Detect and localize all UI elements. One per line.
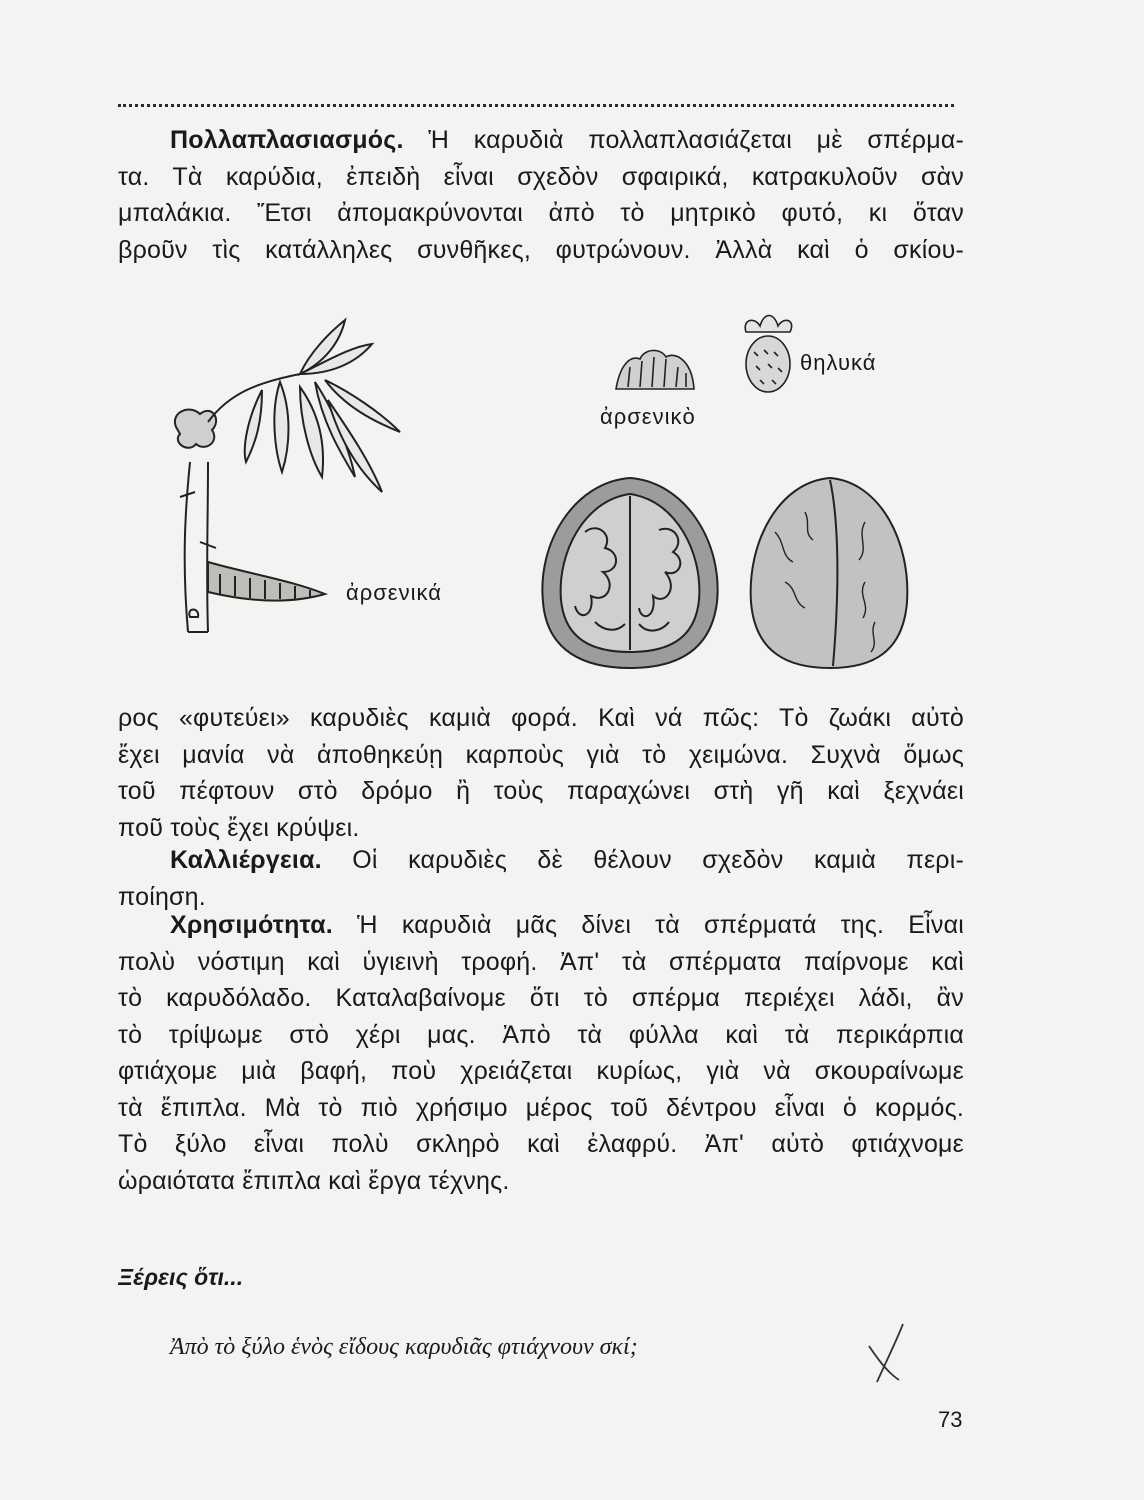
section-heading-multiplication: Πολλαπλασιασμός. <box>170 126 404 154</box>
label-male-catkins: ἀρσενικά <box>346 580 442 605</box>
section-heading-cultivation: Καλλιέργεια. <box>170 846 322 874</box>
label-female-flower: θηλυκά <box>800 350 877 375</box>
label-male-flower: ἀρσενικὸ <box>600 404 696 429</box>
walnut-open-illustration <box>535 472 725 672</box>
paragraph-line: τὸ τρίψωμε στὸ χέρι μας. Ἀπὸ τὰ φύλλα καὶ τὰ περικάρπια <box>118 1020 964 1049</box>
paragraph-line: ποῦ τοὺς ἔχει κρύψει. <box>118 813 360 842</box>
paragraph-line: τὰ ἔπιπλα. Μὰ τὸ πιὸ χρήσιμο μέρος τοῦ δέντρου εἶναι ὁ κορμός. <box>118 1093 964 1122</box>
paragraph-line: τα. Τὰ καρύδια, ἐπειδὴ εἶναι σχεδὸν σφαιρικά, κατρακυλοῦν σὰν <box>118 162 964 191</box>
paragraph-line: Τὸ ξύλο εἶναι πολὺ σκληρὸ καὶ ἐλαφρύ. Ἀπ' αὐτὸ φτιάχνομε <box>118 1130 964 1158</box>
did-you-know-question: Ἀπὸ τὸ ξύλο ἑνὸς εἴδους καρυδιᾶς φτιάχνουν σκί; <box>170 1334 638 1360</box>
handwritten-x-mark-icon <box>855 1318 915 1388</box>
page-number: 73 <box>938 1407 963 1432</box>
paragraph-usefulness <box>118 907 964 1199</box>
paragraph-line: τοῦ πέφτουν στὸ δρόμο ἢ τοὺς παραχώνει στὴ γῆ καὶ ξεχνάει <box>118 777 964 805</box>
paragraph-line: βροῦν τὶς κατάλληλες συνθῆκες, φυτρώνουν. Ἀλλὰ καὶ ὁ σκίου- <box>118 235 964 264</box>
paragraph-line: μπαλάκια. Ἔτσι ἀπομακρύνονται ἀπὸ τὸ μητρικὸ φυτό, κι ὅταν <box>118 199 964 227</box>
paragraph-line: φτιάχομε μιὰ βαφή, ποὺ χρειάζεται κυρίως, γιὰ νὰ σκουραίνωμε <box>118 1057 964 1085</box>
paragraph-cultivation <box>118 842 964 915</box>
paragraph-line: ποίηση. <box>118 882 206 911</box>
section-heading-usefulness: Χρησιμότητα. <box>170 911 333 939</box>
walnut-closed-illustration <box>745 472 915 672</box>
male-flower-illustration <box>610 345 700 395</box>
paragraph-line: Χρησιμότητα. Ἡ καρυδιὰ μᾶς δίνει τὰ σπέρματά της. Εἶναι <box>170 911 964 939</box>
paragraph-line: πολὺ νόστιμη καὶ ὑγιεινὴ τροφή. Ἀπ' τὰ σπέρματα παίρνομε καὶ <box>118 947 964 976</box>
female-flower-illustration <box>738 312 798 397</box>
paragraph-line: ὡραιότατα ἔπιπλα καὶ ἔργα τέχνης. <box>118 1166 510 1195</box>
paragraph-line: ρος «φυτεύει» καρυδιὲς καμιὰ φορά. Καὶ νά πῶς: Τὸ ζωάκι αὐτὸ <box>118 704 964 732</box>
paragraph-line: ἔχει μανία νὰ ἀποθηκεύῃ καρποὺς γιὰ τὸ χειμώνα. Συχνὰ ὅμως <box>118 740 964 769</box>
paragraph-line: Πολλαπλασιασμός. Ἡ καρυδιὰ πολλαπλασιάζεται μὲ σπέρμα- <box>170 126 964 154</box>
top-dotted-rule <box>118 104 954 107</box>
paragraph-squirrel <box>118 700 964 846</box>
paragraph-line: Καλλιέργεια. Οἱ καρυδιὲς δὲ θέλουν σχεδὸν καμιὰ περι- <box>170 846 964 874</box>
did-you-know-heading: Ξέρεις ὅτι... <box>118 1264 244 1290</box>
paragraph-line: τὸ καρυδόλαδο. Καταλαβαίνομε ὅτι τὸ σπέρμα περιέχει λάδι, ἂν <box>118 984 964 1012</box>
paragraph-multiplication <box>118 122 964 268</box>
